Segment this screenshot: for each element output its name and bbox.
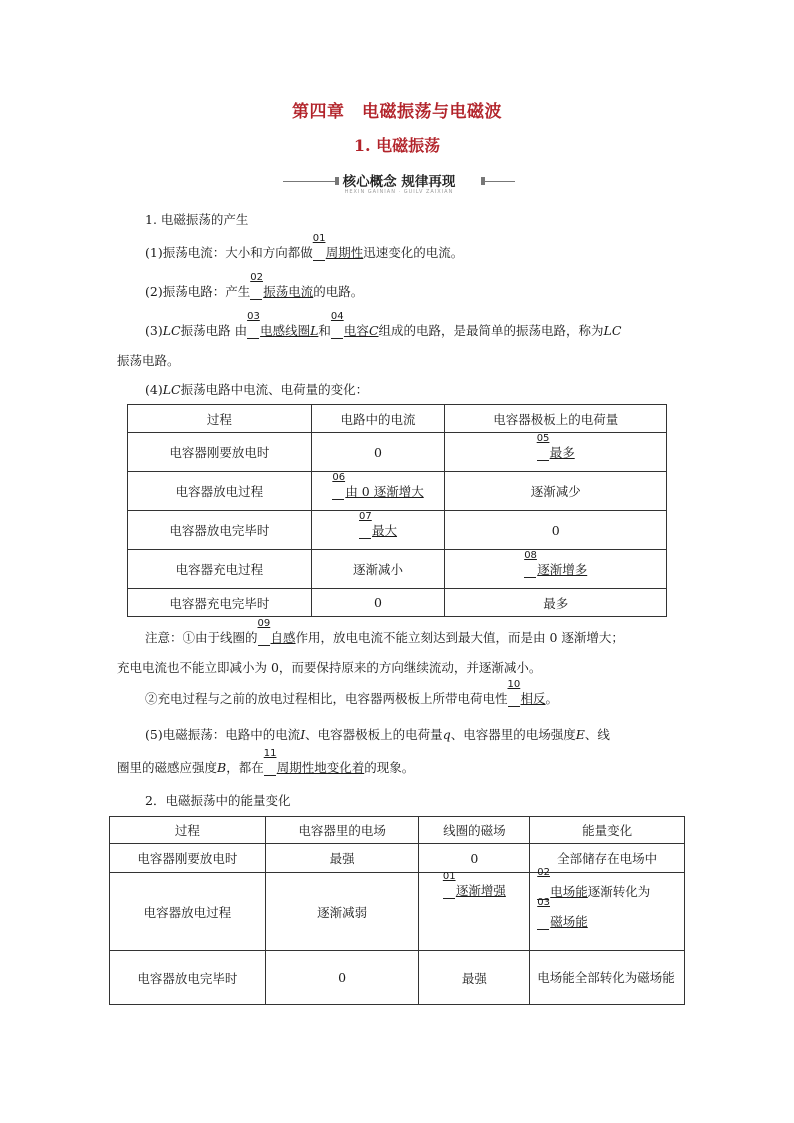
blank-t2-01: 01 逐渐增强: [442, 871, 506, 898]
para-lc-circuit: (3)LC振荡电路 由 03 电感线圈L和 04 电容C组成的电路，是最简单的振荡电路，称为LC: [145, 321, 621, 341]
table-row: 电容器放电完毕时 07 最大 0: [128, 511, 667, 550]
header-magnetic-field: 线圈的磁场: [419, 817, 530, 844]
current-charge-table: [127, 404, 667, 617]
note-self-induction: 注意：①由于线圈的 09 自感作用，放电电流不能立刻达到最大值，而是由 0 逐渐增大；: [145, 628, 624, 648]
para-lc-circuit-cont: 振荡电路。: [117, 353, 180, 368]
header-charge: 电容器极板上的电荷量: [445, 405, 667, 433]
blank-t2-02: 02 电场能: [537, 867, 588, 899]
blank-10: 10 相反: [507, 679, 546, 706]
blank-02: 02 振荡电流: [250, 272, 314, 299]
table-row: 电容器刚要放电时 最强 0 全部储存在电场中: [110, 844, 685, 873]
para-em-oscillation-cont: 圈里的磁感应强度B，都在 11 周期性地变化着的现象。: [117, 758, 414, 778]
table-row: 电容器放电过程 06 由 0 逐渐增大 逐渐减少: [128, 472, 667, 511]
note-charge-polarity: ②充电过程与之前的放电过程相比，电容器两极板上所带电荷电性 10 相反。: [145, 689, 558, 709]
table-row: 电容器放电完毕时 0 最强 电场能全部转化为磁场能: [110, 951, 685, 1005]
blank-06: 06 由 0 逐渐增大: [332, 472, 424, 499]
para-lc-changes: (4)LC振荡电路中电流、电荷量的变化：: [145, 382, 369, 397]
section2-heading: 2．电磁振荡中的能量变化: [145, 793, 291, 808]
header-current: 电路中的电流: [311, 405, 445, 433]
blank-t2-03: 03 磁场能: [537, 897, 588, 929]
blank-09: 09 自感: [257, 618, 296, 645]
note-self-induction-cont: 充电电流也不能立即减小为 0，而要保持原来的方向继续流动，并逐渐减小。: [117, 660, 542, 675]
banner-pinyin: HEXIN GAINIAN · GUILV ZAIXIAN: [344, 189, 454, 195]
blank-11: 11 周期性地变化着: [263, 748, 365, 775]
para-oscillating-circuit: (2)振荡电路：产生 02 振荡电流的电路。: [145, 282, 363, 302]
blank-07: 07 最大: [359, 511, 398, 538]
section1-heading: 1. 电磁振荡的产生: [145, 212, 249, 227]
table-row: 电容器放电过程 逐渐减弱 01 逐渐增强 02 电场能逐渐转化为 03 磁场能: [110, 873, 685, 951]
blank-04: 04 电容C: [330, 311, 379, 338]
blank-05: 05 最多: [536, 433, 575, 460]
blank-03: 03 电感线圈L: [247, 311, 319, 338]
header-process: 过程: [110, 817, 266, 844]
table-header-row: [128, 405, 667, 433]
energy-table: [109, 816, 685, 1005]
blank-08: 08 逐渐增多: [524, 550, 588, 577]
para-oscillating-current: (1)振荡电流：大小和方向都做 01 周期性迅速变化的电流。: [145, 243, 463, 263]
para-em-oscillation: (5)电磁振荡：电路中的电流I、电容器极板上的电荷量q、电容器里的电场强度E、线: [145, 727, 610, 742]
header-energy-change: 能量变化: [530, 817, 685, 844]
table-row: 电容器刚要放电时 0 05 最多: [128, 433, 667, 472]
section-banner: [283, 170, 515, 198]
table-row: 电容器充电完毕时 0 最多: [128, 589, 667, 617]
table-header-row: [110, 817, 685, 844]
banner-title: 核心概念 规律再现: [342, 174, 456, 190]
header-electric-field: 电容器里的电场: [265, 817, 419, 844]
chapter-title: 第四章 电磁振荡与电磁波: [292, 102, 502, 122]
blank-01: 01 周期性: [312, 233, 364, 260]
section-title: 1. 电磁振荡: [353, 136, 441, 155]
header-process: 过程: [128, 405, 312, 433]
table-row: 电容器充电过程 逐渐减小 08 逐渐增多: [128, 550, 667, 589]
